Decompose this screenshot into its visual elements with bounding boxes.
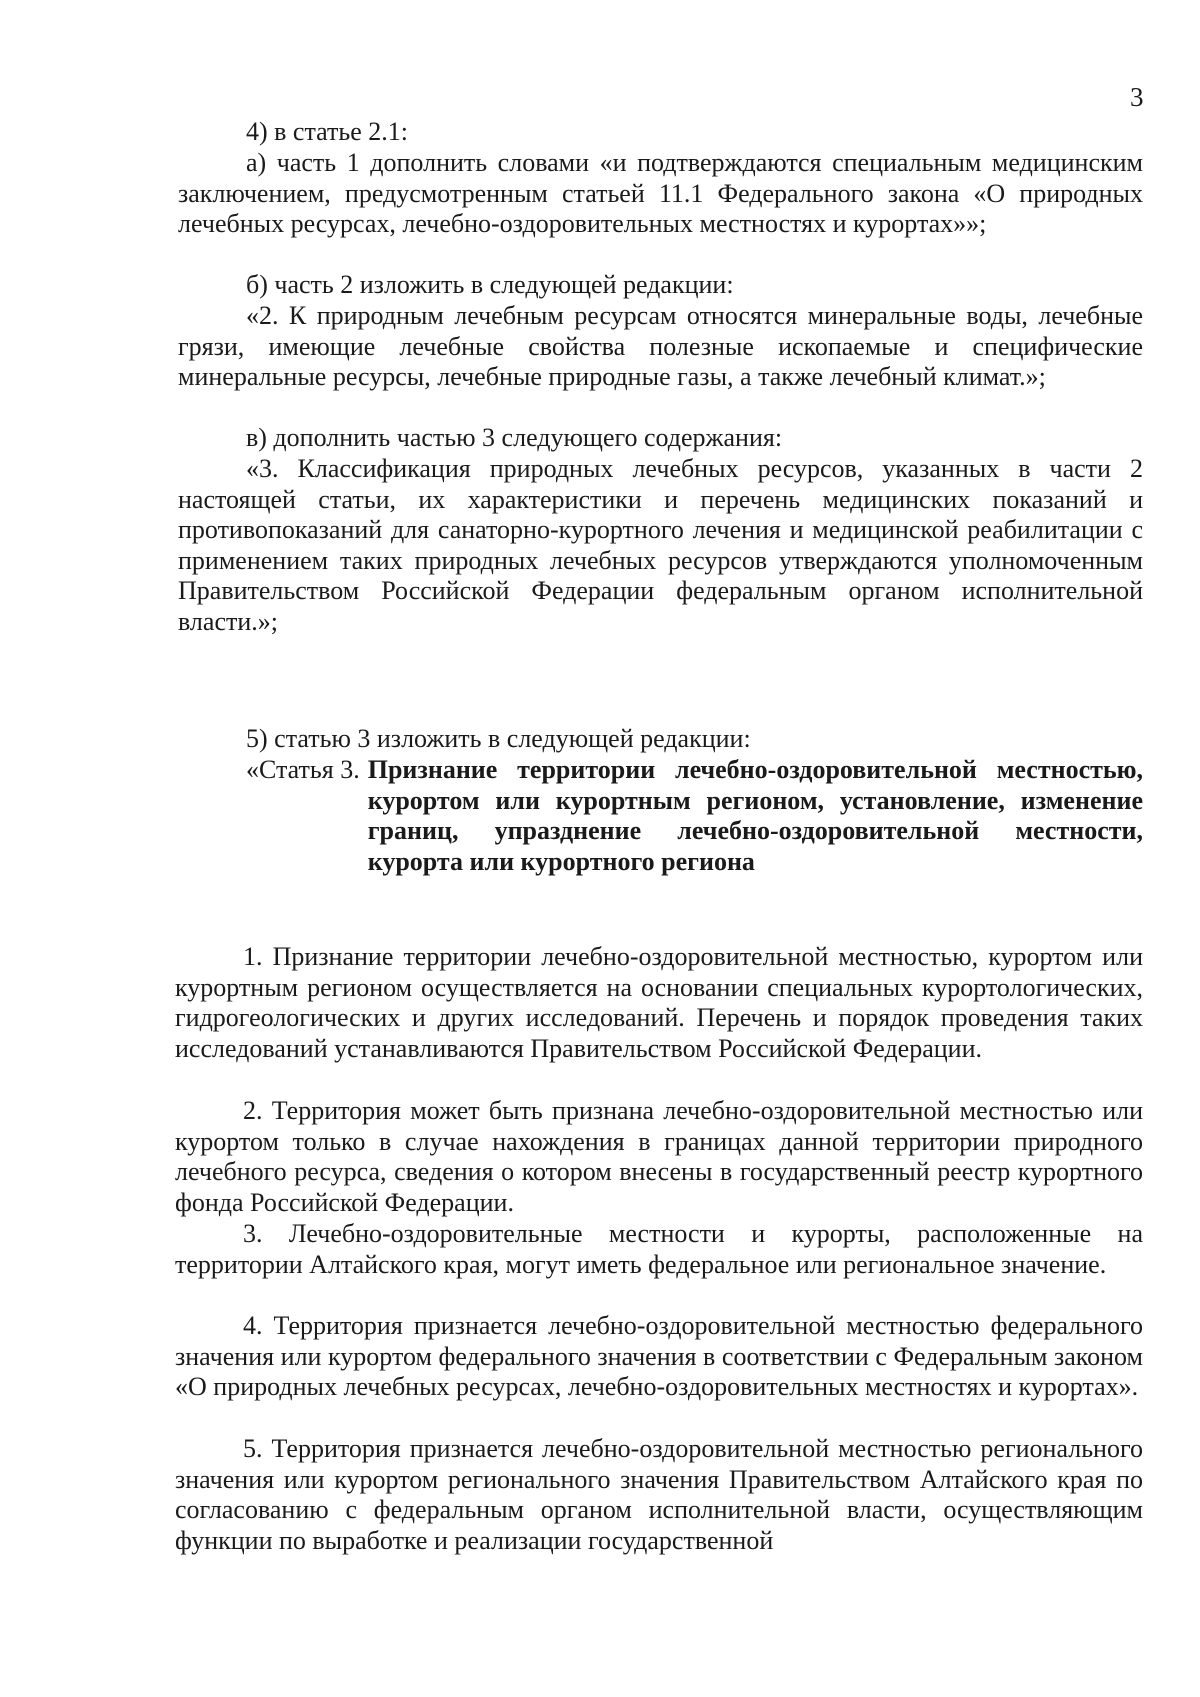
item-4b-quote: «2. К природным лечебным ресурсам относятся минеральные воды, лечебные грязи, имеющие лечебные свойства полезные ископаемые и специфические минеральные ресурсы, лечебные природные газы, а также лечебный климат.»; (178, 301, 1143, 391)
item-4a-paragraph: а) часть 1 дополнить словами «и подтверждаются специальным медицинским заключением, предусмотренным статьей 11.1 Федерального закона «О природных лечебных ресурсах, лечебно-оздоровительных местностях и курортах»»; (178, 148, 1143, 238)
section-1-paragraph: 1. Признание территории лечебно-оздоровительной местностью, курортом или курортным регионом осуществляется на основании специальных курортологических, гидрогеологических и других исследований. Перечень и порядок проведения таких исследований устанавливаются Правительством Российской Федерации. (175, 942, 1143, 1063)
item-4b-heading: б) часть 2 изложить в следующей редакции: (246, 270, 734, 299)
section-3-paragraph: 3. Лечебно-оздоровительные местности и курорты, расположенные на территории Алтайского края, могут иметь федеральное или региональное значение. (175, 1219, 1143, 1279)
item-4v-quote: «3. Классификация природных лечебных ресурсов, указанных в части 2 настоящей статьи, их характеристики и перечень медицинских показаний и противопоказаний для санаторно-курортного лечения и медицинской реабилитации с применением таких природных лечебных ресурсов утверждаются уполномоченным Правительством Российской Федерации федеральным органом исполнительной власти.»; (178, 454, 1143, 636)
section-5-paragraph: 5. Территория признается лечебно-оздоровительной местностью регионального значения или курортом регионального значения Правительством Алтайского края по согласованию с федеральным органом исполнительной власти, осуществляющим функции по выработке и реализации государственной (175, 1434, 1143, 1555)
article-heading (246, 755, 1143, 877)
article-title: Признание территории лечебно-оздоровительной местностью, курортом или курортным регионом, установление, изменение границ, упразднение лечебно-оздоровительной местности, курорта или курортного региона (367, 755, 1143, 876)
item-4-heading: 4) в статье 2.1: (246, 117, 409, 146)
article-prefix: «Статья 3. (246, 755, 360, 784)
item-5-heading: 5) статью 3 изложить в следующей редакции: (246, 724, 751, 753)
item-4v-heading: в) дополнить частью 3 следующего содержания: (246, 423, 783, 452)
page-number: 3 (1130, 82, 1144, 112)
section-4-paragraph: 4. Территория признается лечебно-оздоровительной местностью федерального значения или курортом федерального значения в соответствии с Федеральным законом «О природных лечебных ресурсах, лечебно-оздоровительных местностях и курортах». (175, 1311, 1143, 1401)
section-2-paragraph: 2. Территория может быть признана лечебно-оздоровительной местностью или курортом только в случае нахождения в границах данной территории природного лечебного ресурса, сведения о котором внесены в государственный реестр курортного фонда Российской Федерации. (175, 1096, 1143, 1217)
